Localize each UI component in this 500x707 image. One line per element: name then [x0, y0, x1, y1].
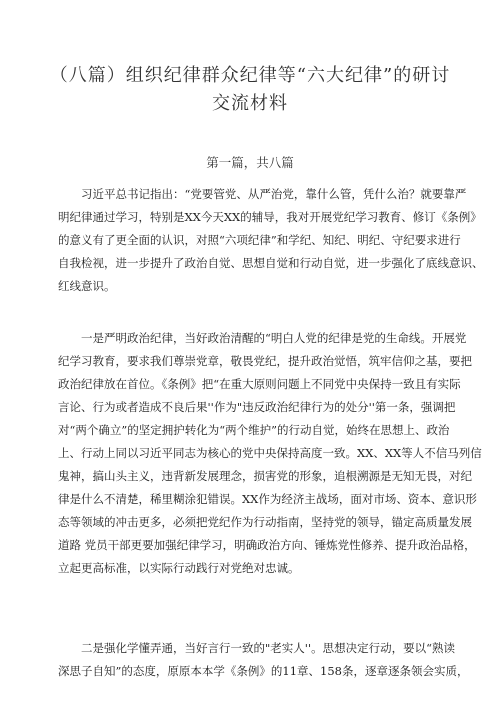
paragraph-line: 二是强化学懂弄通，当好言行一致的"老实人''。思想决定行动，要以“熟读 — [58, 641, 455, 655]
paragraph-3 — [58, 637, 469, 683]
paragraph-line: 深思子自知”的态度，原原本本学《条例》的11章、158条，逐章逐条领会实质， — [58, 664, 469, 678]
paragraph-line: 的意义有了更全面的认识，对照“六项纪律”和学纪、知纪、明纪、守纪要求进行 — [58, 233, 461, 247]
paragraph-line: 言论、行为或者造成不良后果''作为"违反政治纪律行为的处分''第一条，强调把 — [58, 400, 456, 414]
paragraph-line: 明纪律通过学习，特别是XX今天XX的辅导，我对开展党纪学习教育、修订《条例》 — [58, 210, 482, 224]
paragraph-line: 立起更高标准，以实际行动践行对党绝对忠诚。 — [58, 561, 300, 575]
paragraph-line: 态等领域的冲击更多，必须把党纪作为行动指南，坚持党的领导，锚定高质量发展 — [58, 515, 472, 529]
paragraph-line: 上、行动上同以习近平同志为核心的党中央保持高度一致。XX、XX等人不信马列信 — [58, 446, 482, 460]
paragraph-line: 自我检视，进一步提升了政治自觉、思想自觉和行动自觉，进一步强化了底线意识、 — [58, 256, 484, 270]
paragraph-line: 政治纪律放在首位。《条例》把“在重大原则问题上不同党中央保持一致且有实际 — [58, 377, 461, 391]
paragraph-line: 习近平总书记指出：“党要管党、从严治党，靠什么管，凭什么治？就要靠严 — [58, 187, 467, 201]
paragraph-line: 一是严明政治纪律，当好政治清醒的“明白人党的纪律是党的生命线。开展党 — [58, 331, 467, 345]
paragraph-line: 律是什么不清楚，稀里糊涂犯错误。XX作为经济主战场，面对市场、资本、意识形 — [58, 492, 477, 506]
title-line-2: 交流材料 — [212, 93, 288, 114]
document-title — [40, 62, 460, 118]
title-line-1: （八篇）组织纪律群众纪律等“六大纪律”的研讨 — [49, 65, 451, 86]
paragraph-2 — [58, 327, 482, 580]
paragraph-line: 纪学习教育，要求我们尊崇党章，敬畏党纪，提升政治觉悟，筑牢信仰之基，要把 — [58, 354, 472, 368]
section-subtitle: 第一篇，共八篇 — [206, 155, 294, 170]
paragraph-line: 红线意识。 — [58, 279, 116, 293]
paragraph-line: 鬼神，搞山头主义，违背新发展理念，损害党的形象，追根溯源是无知无畏，对纪 — [58, 469, 472, 483]
paragraph-1 — [58, 183, 484, 298]
paragraph-line: 对“两个确立”的坚定拥护转化为“两个维护”的行动自觉，始终在思想上、政治 — [58, 423, 450, 437]
paragraph-line: 道路 党员干部更要加强纪律学习，明确政治方向、锤炼党性修养、提升政治品格， — [58, 538, 476, 552]
